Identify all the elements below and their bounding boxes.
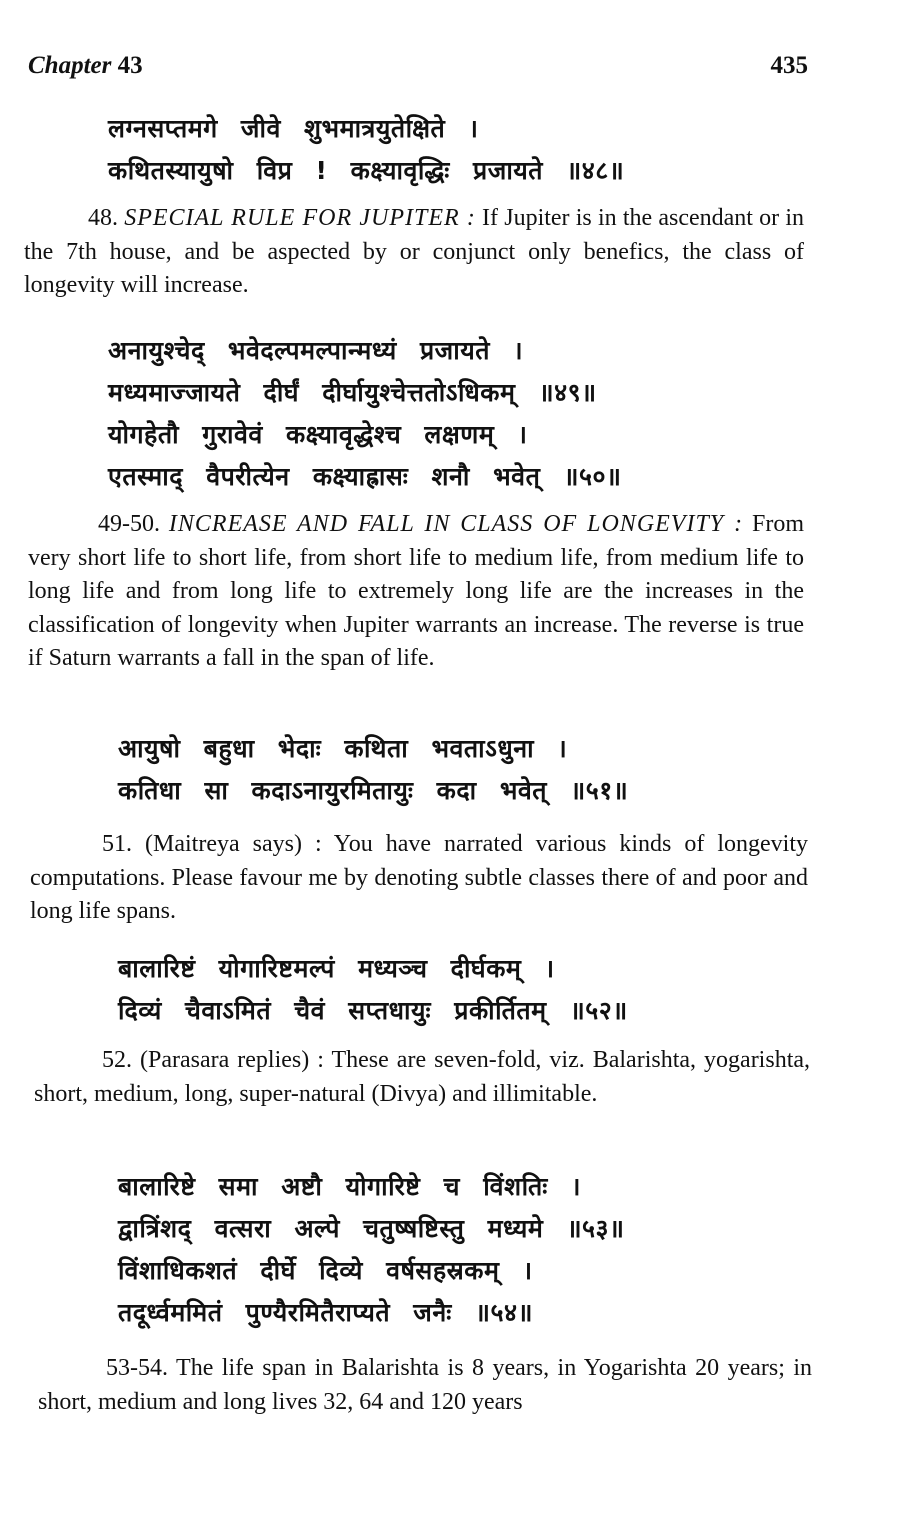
verse-line: बालारिष्टे समा अष्टौ योगारिष्टे च विंशतिः । xyxy=(118,1172,582,1201)
verse-line: तदूर्ध्वममितं पुण्यैरमितैराप्यते जनैः ॥५४॥ xyxy=(118,1298,533,1327)
paragraph-53-54 xyxy=(38,1352,812,1419)
paragraph-49-50 xyxy=(28,508,804,676)
verse-line: द्वात्रिंशद् वत्सरा अल्पे चतुष्षष्टिस्तु मध्यमे ॥५३॥ xyxy=(118,1214,625,1243)
paragraph-text: From very short life to short life, from short life to medium life, from medium life to long life and from long life to extremely long life are the increases in the classification of longevity when Jupiter warrants an increase. The reverse is true if Saturn warrants a fall in the span of life. xyxy=(28,511,805,671)
paragraph-text: (Parasara replies) : These are seven-fold, viz. Balarishta, yogarishta, short, medium, long, super-natural (Divya) and illimitable. xyxy=(34,1047,811,1107)
verse-line: आयुषो बहुधा भेदाः कथिता भवताऽधुना । xyxy=(118,734,568,763)
verse-number: 53-54. xyxy=(106,1355,168,1381)
paragraph-text: The life span in Balarishta is 8 years, in Yogarishta 20 years; in short, medium and long lives 32, 64 and 120 years xyxy=(38,1355,812,1415)
verse-line: बालारिष्टं योगारिष्टमल्पं मध्यञ्च दीर्घकम् । xyxy=(118,954,555,983)
paragraph-52 xyxy=(34,1044,810,1111)
section-heading: SPECIAL RULE FOR JUPITER : xyxy=(124,205,476,231)
verse-number: 49-50. xyxy=(98,511,160,537)
verse-49-50 xyxy=(108,330,621,498)
verse-line: अनायुश्चेद् भवेदल्पमल्पान्मध्यं प्रजायते । xyxy=(108,336,524,365)
paragraph-51 xyxy=(30,828,808,929)
verse-51 xyxy=(118,728,628,812)
verse-line: योगहेतौ गुरावेवं कक्ष्यावृद्धेश्च लक्षणम् । xyxy=(108,420,528,449)
verse-line: विंशाधिकशतं दीर्घे दिव्ये वर्षसहस्रकम् । xyxy=(118,1256,533,1285)
verse-line: लग्नसप्तमगे जीवे शुभमात्रयुतेक्षिते । xyxy=(108,114,479,143)
paragraph-48 xyxy=(24,202,804,303)
verse-line: एतस्माद् वैपरीत्येन कक्ष्याह्रासः शनौ भवेत् ॥५०॥ xyxy=(108,462,622,491)
verse-line: मध्यमाज्जायते दीर्घं दीर्घायुश्चेत्ततोऽधिकम् ॥४९॥ xyxy=(108,378,597,407)
chapter-number: 43 xyxy=(117,52,143,79)
verse-line: कतिधा सा कदाऽनायुरमितायुः कदा भवेत् ॥५१॥ xyxy=(118,776,629,805)
verse-line: दिव्यं चैवाऽमितं चैवं सप्तधायुः प्रकीर्तितम् ॥५२॥ xyxy=(118,996,628,1025)
verse-52 xyxy=(118,948,628,1032)
section-heading: INCREASE AND FALL IN CLASS OF LONGEVITY : xyxy=(168,511,744,537)
paragraph-text: (Maitreya says) : You have narrated various kinds of longevity computations. Please favour me by denoting subtle classes there of and poor and long life spans. xyxy=(30,831,808,924)
verse-number: 51. xyxy=(102,831,132,857)
page-number: 435 xyxy=(770,52,808,79)
page-header xyxy=(28,52,808,92)
verse-number: 52. xyxy=(102,1047,132,1073)
verse-line: कथितस्यायुषो विप्र ! कक्ष्यावृद्धिः प्रजायते ॥४८॥ xyxy=(108,156,625,185)
verse-48 xyxy=(108,108,624,192)
verse-53-54 xyxy=(118,1166,625,1334)
chapter-label xyxy=(28,52,143,80)
chapter-word: Chapter xyxy=(28,52,112,79)
paragraph-text: If Jupiter is in the ascendant or in the 7th house, and be aspected by or conjunct only benefics, the class of longevity will increase. xyxy=(24,205,805,298)
verse-number: 48. xyxy=(88,205,118,231)
